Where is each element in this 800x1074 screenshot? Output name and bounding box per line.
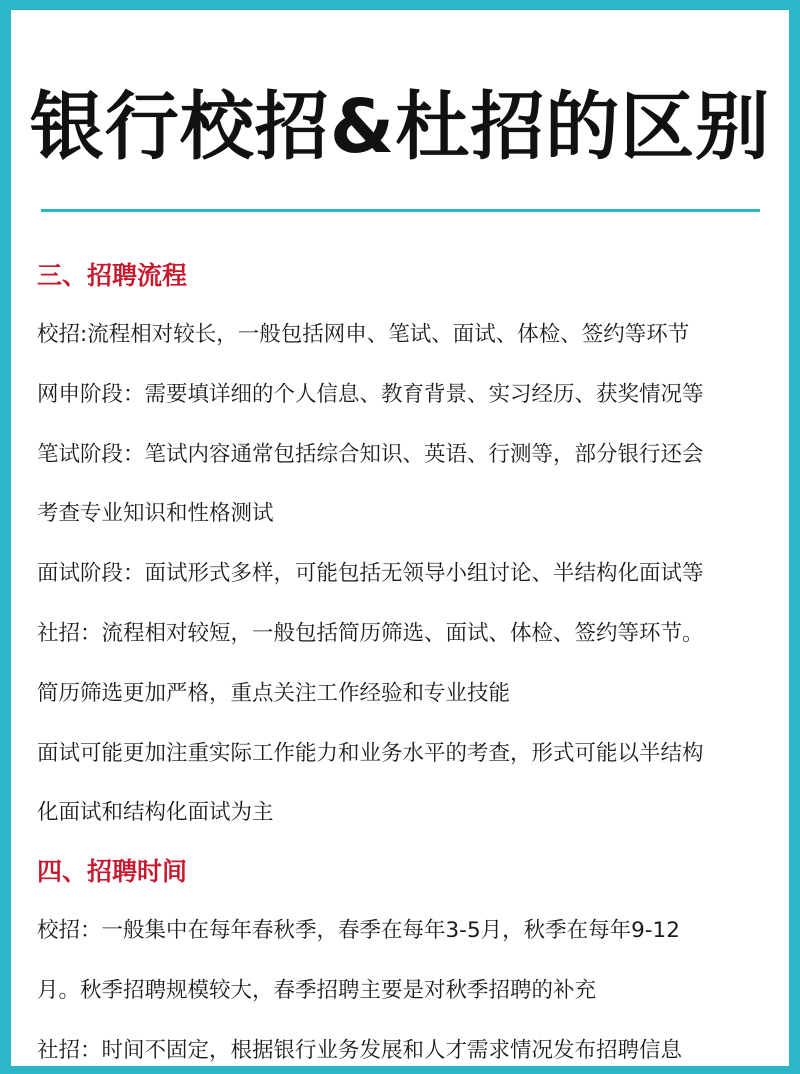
text-line: 考查专业知识和性格测试	[37, 501, 274, 527]
bottom-border	[0, 1066, 800, 1074]
text-line: 月。秋季招聘规模较大，春季招聘主要是对秋季招聘的补充	[37, 977, 597, 1003]
text-line: 笔试阶段：笔试内容通常包括综合知识、英语、行测等，部分银行还会	[37, 441, 704, 467]
text-line: 面试可能更加注重实际工作能力和业务水平的考查，形式可能以半结构	[37, 740, 704, 766]
text-line: 社招：时间不固定，根据银行业务发展和人才需求情况发布招聘信息	[37, 1037, 683, 1063]
text-line: 化面试和结构化面试为主	[37, 800, 274, 826]
section-heading-recruitment-time: 四、招聘时间	[37, 857, 188, 887]
title-divider	[41, 209, 760, 212]
text-line: 面试阶段：面试形式多样，可能包括无领导小组讨论、半结构化面试等	[37, 561, 704, 587]
text-line: 社招：流程相对较短，一般包括简历筛选、面试、体检、签约等环节。	[37, 620, 704, 646]
text-line: 校招：一般集中在每年春秋季，春季在每年3-5月，秋季在每年9-12	[37, 918, 680, 944]
text-line: 简历筛选更加严格，重点关注工作经验和专业技能	[37, 680, 511, 706]
page-title: 银行校招&杜招的区别	[29, 84, 771, 170]
document-card	[11, 10, 789, 1074]
section-heading-recruitment-process: 三、招聘流程	[37, 261, 188, 290]
text-line: 网申阶段：需要填详细的个人信息、教育背景、实习经历、获奖情况等	[37, 381, 704, 407]
content-body	[37, 247, 782, 1074]
text-line: 校招:流程相对较长，一般包括网申、笔试、面试、体检、签约等环节	[37, 322, 690, 347]
